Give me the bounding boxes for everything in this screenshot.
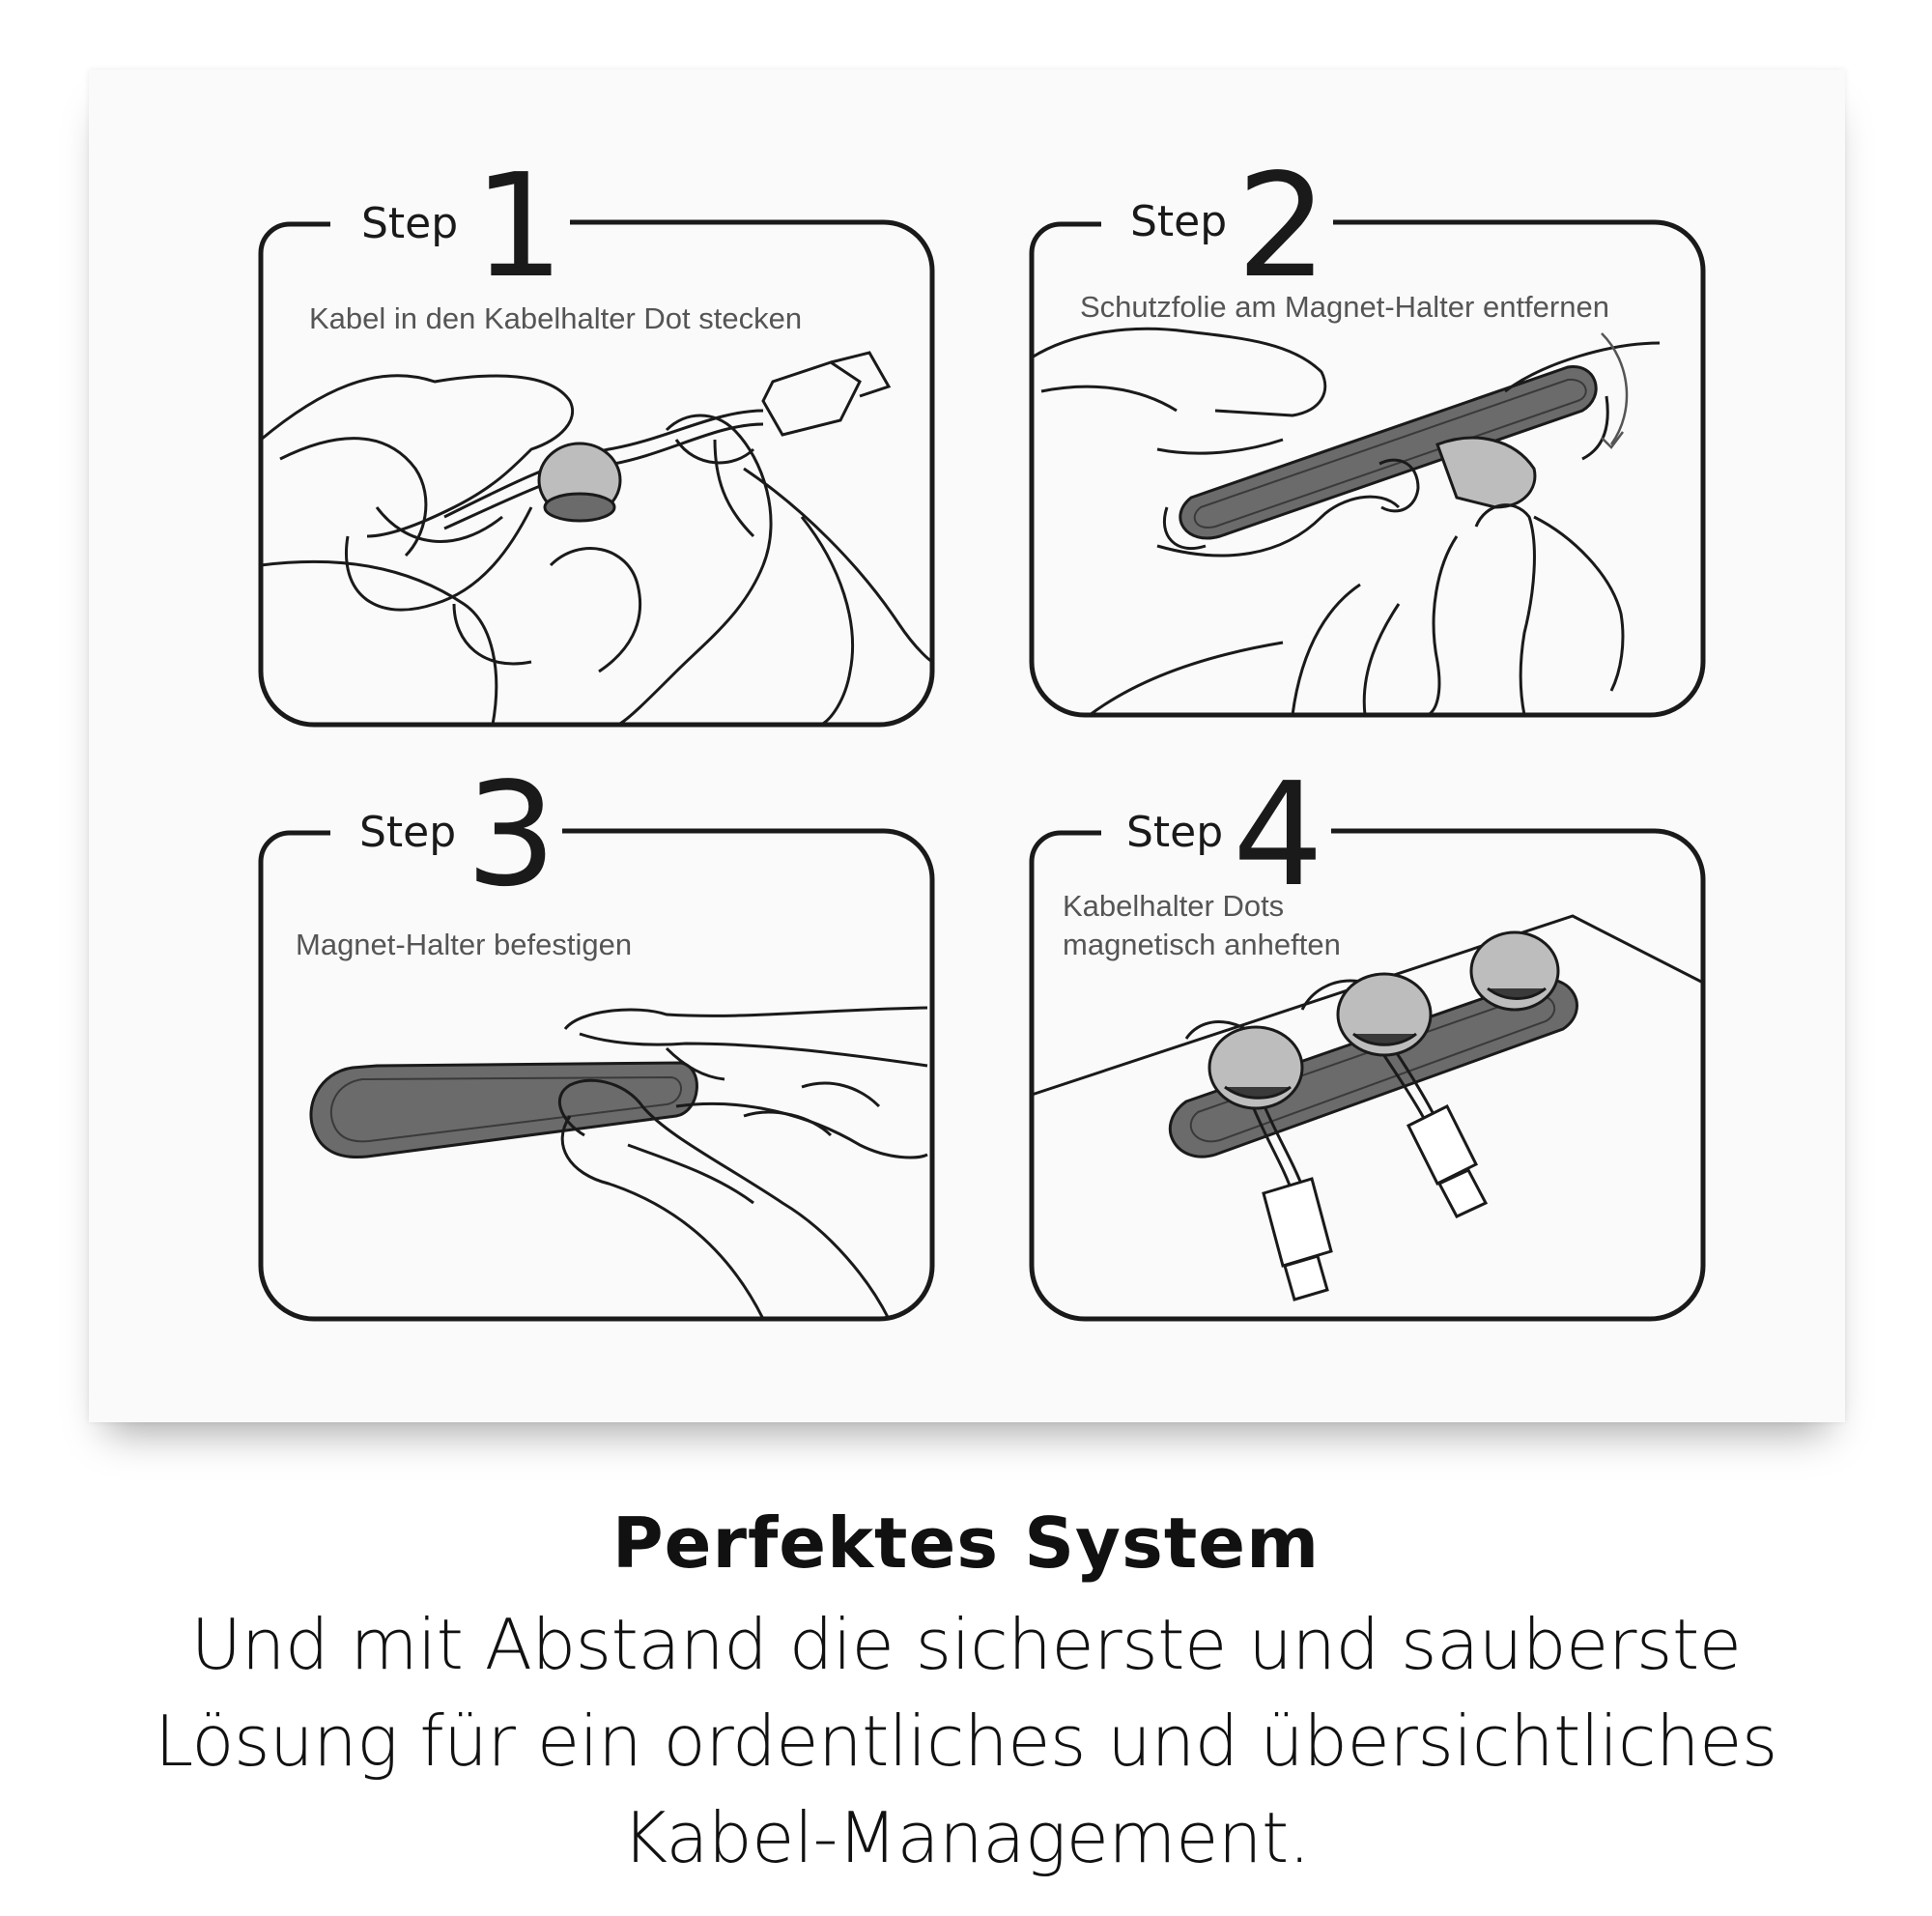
step-3-label: Step [354, 812, 462, 854]
step-2-number: 2 [1231, 155, 1333, 298]
step-4-label: Step [1121, 812, 1229, 854]
step-2-label: Step [1124, 201, 1233, 243]
step-1-illustration [261, 217, 937, 729]
step-1-number: 1 [468, 155, 570, 298]
footer-title: Perfektes System [611, 1502, 1321, 1584]
step-3-illustration [261, 826, 937, 1324]
footer-line-3: Kabel-Management. [621, 1797, 1311, 1878]
step-2-caption: Schutzfolie am Magnet-Halter entfernen [1080, 290, 1609, 324]
step-1-caption: Kabel in den Kabelhalter Dot stecken [309, 301, 803, 335]
step-3-caption: Magnet-Halter befestigen [296, 928, 633, 961]
step-1-label: Step [355, 203, 464, 245]
footer-line-2: Lösung für ein ordentliches und übersichtliches [155, 1701, 1777, 1782]
step-4-caption: Kabelhalter Dots magnetisch anheften [1063, 889, 1341, 961]
footer-line-1: Und mit Abstand die sicherste und sauberste [190, 1604, 1742, 1685]
step-3-number: 3 [460, 763, 562, 906]
step-4-number: 4 [1227, 763, 1329, 906]
